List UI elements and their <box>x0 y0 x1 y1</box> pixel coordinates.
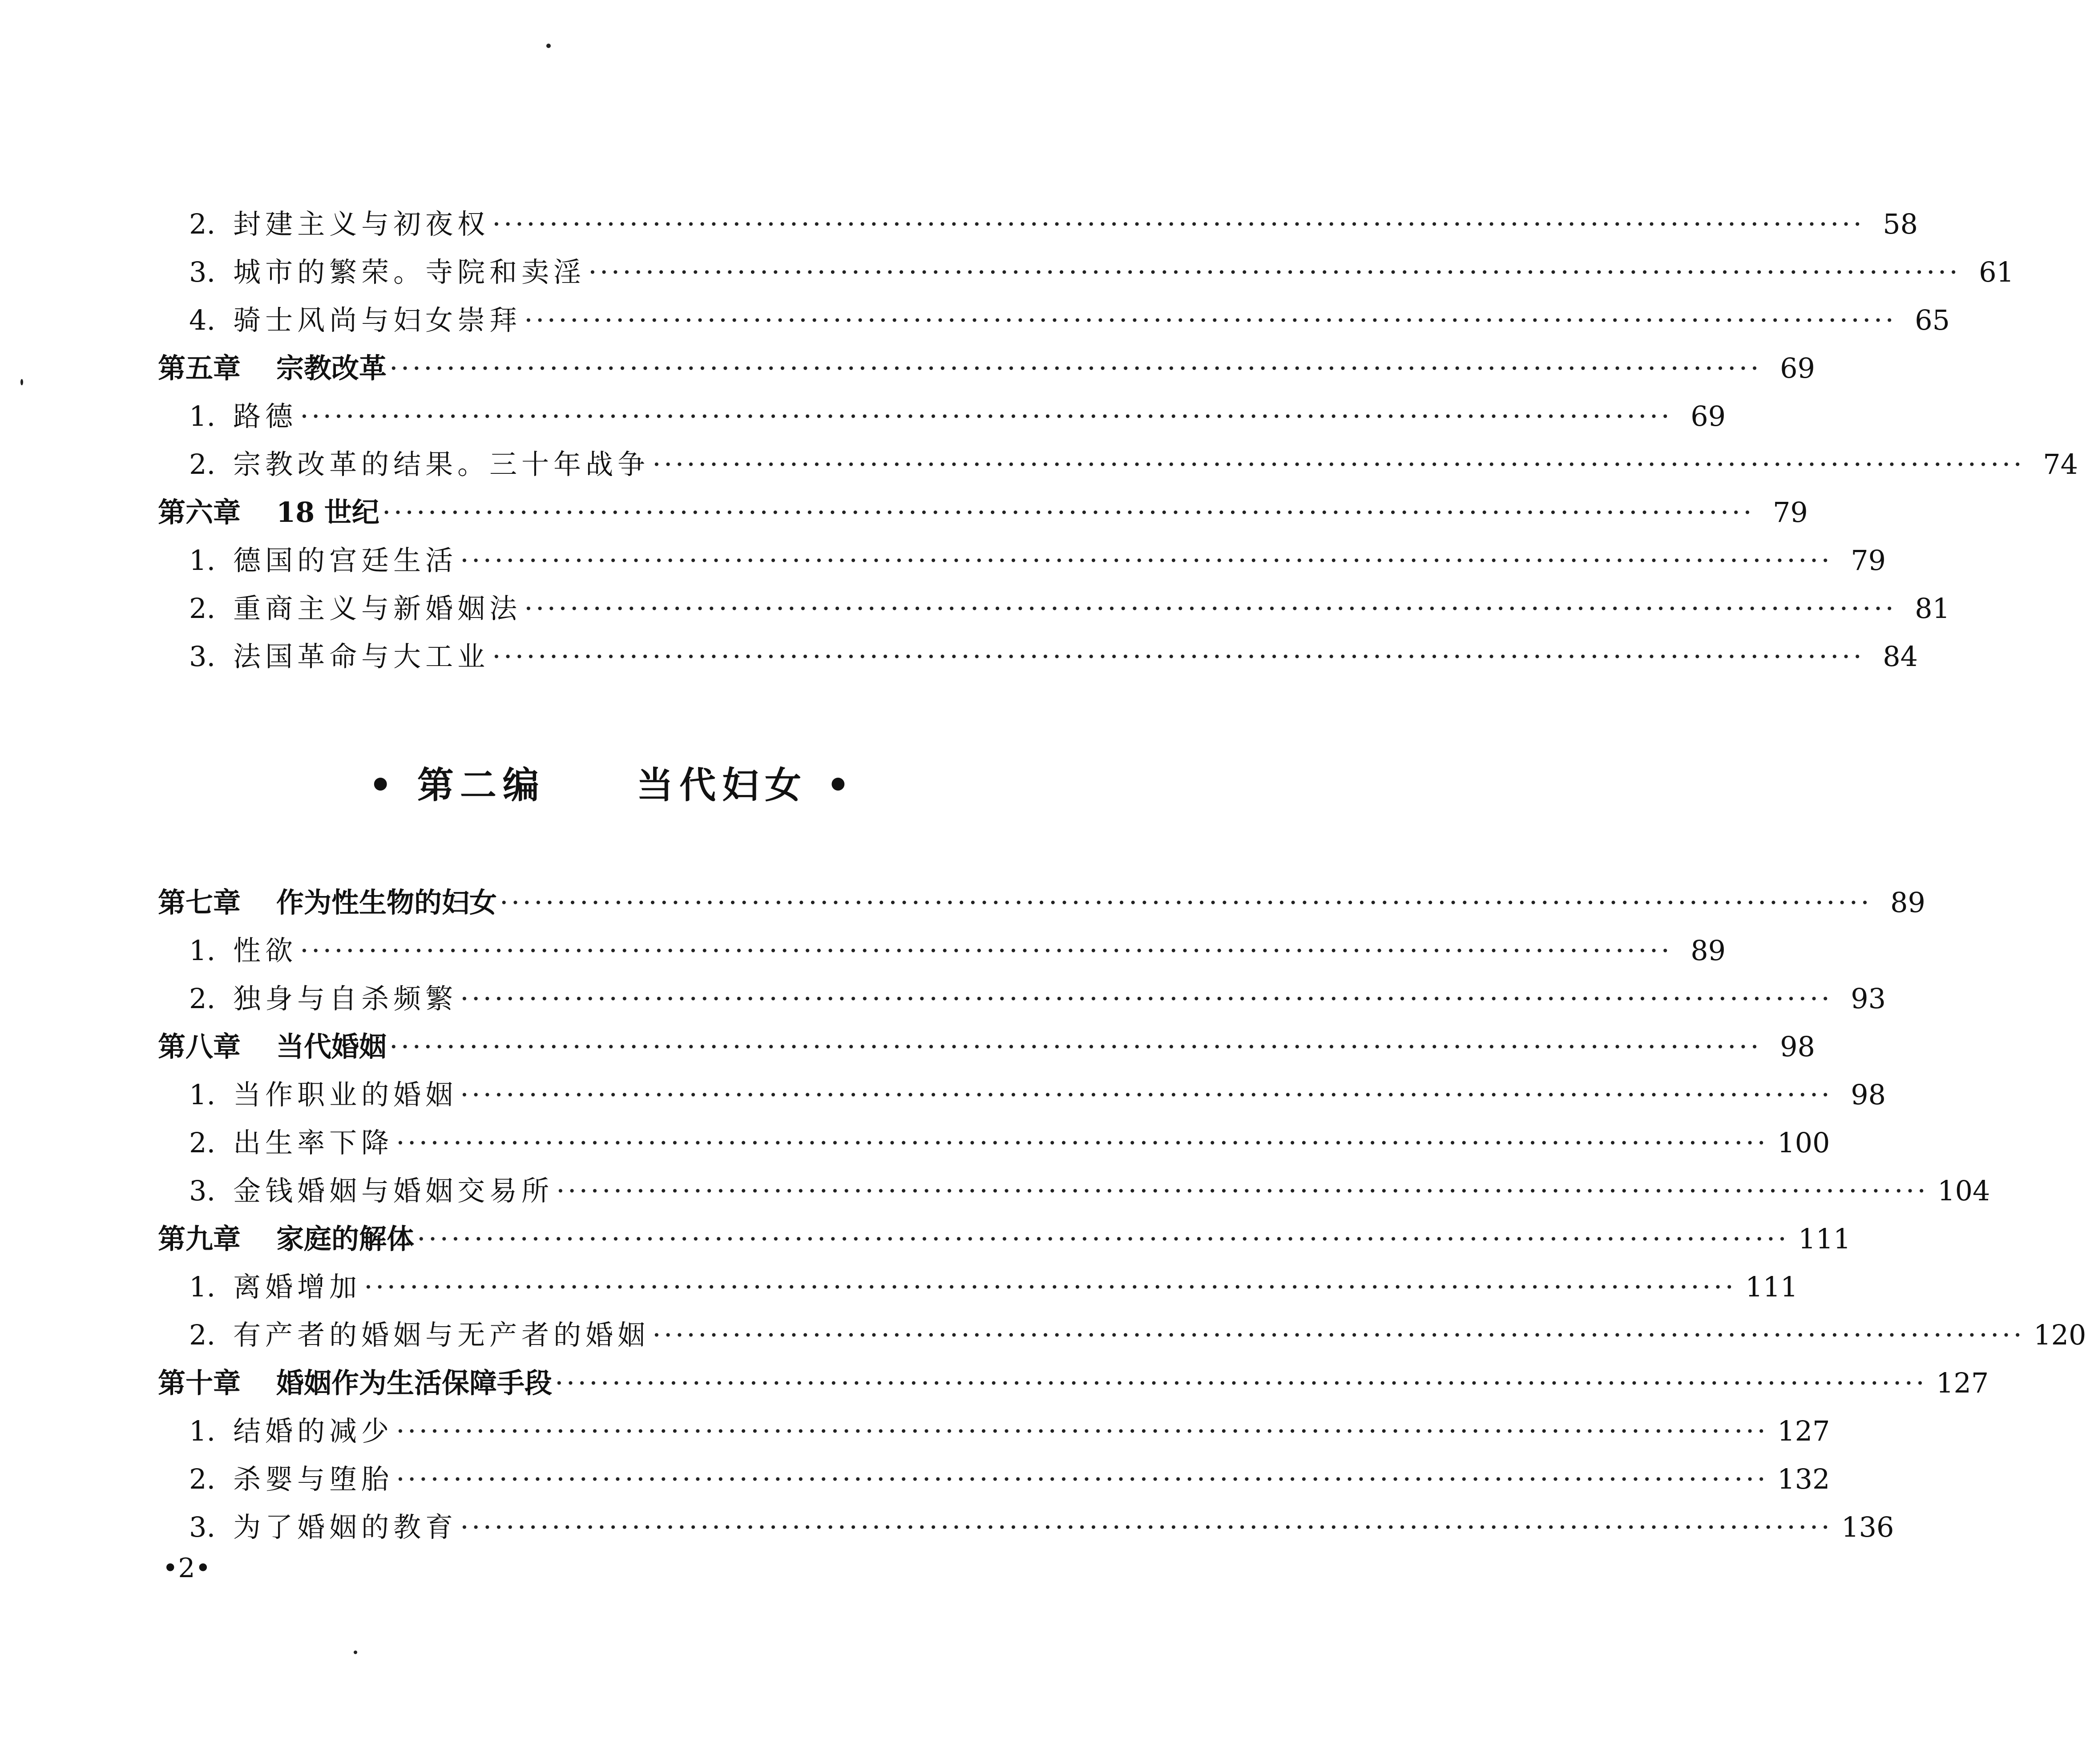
dot-leader: ························································································································ <box>300 934 1673 967</box>
section-title: 德国的宫廷生活 <box>233 544 458 577</box>
toc-part-2 <box>158 879 2086 1551</box>
dot-leader: ························································································································ <box>492 208 1865 240</box>
dot-leader: ························································································································ <box>389 1030 1762 1063</box>
dot-leader: ························································································································ <box>492 640 1865 673</box>
section-title: 法国革命与大工业 <box>233 640 490 673</box>
dot-leader: ························································································································ <box>556 1175 1929 1207</box>
toc-section-row <box>158 1263 1798 1311</box>
page-number: 132 <box>1777 1463 1830 1495</box>
chapter-label: 第五章 <box>158 352 241 384</box>
dot-leader: ························································································································ <box>588 256 1961 288</box>
toc-section-row <box>158 248 2014 296</box>
page-number: 69 <box>1691 400 1726 432</box>
section-title: 为了婚姻的教育 <box>233 1511 458 1543</box>
page-number: 89 <box>1890 886 1925 919</box>
section-title: 路德 <box>233 400 298 432</box>
dot-leader: ························································································································ <box>382 496 1755 529</box>
page-number: 104 <box>1937 1175 1990 1207</box>
chapter-label: 第九章 <box>158 1223 241 1255</box>
page-number: 127 <box>1777 1415 1830 1447</box>
chapter-title: 18 世纪 <box>276 496 379 529</box>
part-heading-bullet-right: • <box>826 764 856 807</box>
dot-leader: ························································································································ <box>417 1223 1789 1255</box>
toc-part-1-tail <box>158 200 2078 681</box>
dot-leader: ························································································································ <box>500 886 1872 919</box>
section-title: 金钱婚姻与婚姻交易所 <box>233 1175 554 1207</box>
page-number: 98 <box>1851 1078 1886 1111</box>
dot-leader: ························································································································ <box>652 448 2025 480</box>
toc-section-row <box>158 1455 1830 1503</box>
page-number: 61 <box>1979 256 2014 288</box>
dot-leader: ························································································································ <box>555 1367 1927 1399</box>
section-number: 3. <box>189 640 216 673</box>
section-number: 3. <box>189 256 216 288</box>
page-number: 65 <box>1915 304 1950 336</box>
page-number: 58 <box>1883 208 1918 240</box>
dot-leader: ························································································································ <box>524 592 1897 625</box>
dot-leader: ························································································································ <box>460 1078 1833 1111</box>
section-number: 2. <box>189 592 216 625</box>
dot-leader: ························································································································ <box>364 1271 1737 1303</box>
page-number: 100 <box>1777 1126 1830 1159</box>
page-number: 111 <box>1745 1271 1798 1303</box>
section-title: 离婚增加 <box>233 1271 362 1303</box>
page-number: 79 <box>1851 544 1886 577</box>
section-title: 出生率下降 <box>233 1126 394 1159</box>
toc-section-row <box>158 975 1886 1023</box>
chapter-label: 第七章 <box>158 886 241 919</box>
toc-chapter-row <box>158 344 1815 392</box>
section-title: 当作职业的婚姻 <box>233 1078 458 1111</box>
chapter-label: 第六章 <box>158 496 241 529</box>
section-number: 2. <box>189 448 216 480</box>
toc-section-row <box>158 296 1950 344</box>
dot-leader: ························································································································ <box>460 544 1833 577</box>
section-title: 性欲 <box>233 934 298 967</box>
dot-leader: ························································································································ <box>460 1511 1833 1543</box>
section-title: 宗教改革的结果。三十年战争 <box>233 448 650 480</box>
part-heading-title: 当代妇女 <box>637 764 808 807</box>
section-title: 杀婴与堕胎 <box>233 1463 394 1495</box>
toc-section-row <box>158 927 1726 975</box>
dot-leader: ························································································································ <box>389 352 1762 384</box>
page-number: 74 <box>2043 448 2078 480</box>
dot-leader: ························································································································ <box>300 400 1673 432</box>
section-number: 2. <box>189 1319 216 1351</box>
dot-leader: ························································································································ <box>652 1319 2025 1351</box>
section-number: 1. <box>189 1078 216 1111</box>
toc-chapter-row <box>158 488 1808 537</box>
section-title: 独身与自杀频繁 <box>233 982 458 1015</box>
page-number: 111 <box>1798 1223 1851 1255</box>
section-title: 城市的繁荣。寺院和卖淫 <box>233 256 586 288</box>
dot-leader: ························································································································ <box>524 304 1897 336</box>
page-number: 81 <box>1915 592 1950 625</box>
section-number: 2. <box>189 1126 216 1159</box>
chapter-title: 宗教改革 <box>276 352 387 384</box>
toc-section-row <box>158 1167 1990 1215</box>
toc-section-row <box>158 1071 1886 1119</box>
toc-section-row <box>158 1119 1830 1167</box>
footer-page-number: •2• <box>162 1553 211 1584</box>
chapter-label: 第十章 <box>158 1367 241 1399</box>
dot-leader: ························································································································ <box>396 1463 1769 1495</box>
page-number: 79 <box>1772 496 1808 529</box>
section-title: 重商主义与新婚姻法 <box>233 592 522 625</box>
page-number: 89 <box>1691 934 1726 967</box>
toc-section-row <box>158 200 1918 248</box>
page-number: 98 <box>1780 1030 1815 1063</box>
toc-section-row <box>158 633 1918 681</box>
chapter-title: 当代婚姻 <box>276 1030 387 1063</box>
section-number: 3. <box>189 1511 216 1543</box>
chapter-title: 婚姻作为生活保障手段 <box>276 1367 553 1399</box>
toc-chapter-row <box>158 879 1925 927</box>
toc-section-row <box>158 1503 1894 1551</box>
section-number: 3. <box>189 1175 216 1207</box>
section-title: 封建主义与初夜权 <box>233 208 490 240</box>
scan-speck <box>546 44 551 48</box>
section-number: 1. <box>189 1271 216 1303</box>
section-number: 4. <box>189 304 216 336</box>
dot-leader: ························································································································ <box>396 1126 1769 1159</box>
section-number: 1. <box>189 1415 216 1447</box>
section-number: 2. <box>189 982 216 1015</box>
chapter-title: 家庭的解体 <box>276 1223 415 1255</box>
chapter-title: 作为性生物的妇女 <box>276 886 497 919</box>
section-number: 1. <box>189 544 216 577</box>
section-number: 2. <box>189 208 216 240</box>
part-heading-label: 第二编 <box>417 764 545 807</box>
section-number: 1. <box>189 934 216 967</box>
toc-chapter-row <box>158 1359 1989 1407</box>
toc-section-row <box>158 537 1886 585</box>
toc-chapter-row <box>158 1215 1851 1263</box>
chapter-label: 第八章 <box>158 1030 241 1063</box>
section-number: 1. <box>189 400 216 432</box>
dot-leader: ························································································································ <box>396 1415 1769 1447</box>
part-heading <box>0 756 1225 808</box>
page-number: 93 <box>1851 982 1886 1015</box>
toc-section-row <box>158 392 1726 440</box>
page-number: 84 <box>1883 640 1918 673</box>
page-number: 127 <box>1936 1367 1989 1399</box>
toc-chapter-row <box>158 1023 1815 1071</box>
dot-leader: ························································································································ <box>460 982 1833 1015</box>
scan-speck <box>20 379 23 385</box>
page-number: 120 <box>2034 1319 2086 1351</box>
section-title: 有产者的婚姻与无产者的婚姻 <box>233 1319 650 1351</box>
section-number: 2. <box>189 1463 216 1495</box>
page-number: 69 <box>1780 352 1815 384</box>
page-number: 136 <box>1841 1511 1894 1543</box>
part-heading-bullet-left: • <box>368 764 399 807</box>
toc-section-row <box>158 1311 2086 1359</box>
section-title: 结婚的减少 <box>233 1415 394 1447</box>
toc-section-row <box>158 440 2078 488</box>
scan-speck <box>354 1651 357 1654</box>
toc-section-row <box>158 585 1950 633</box>
toc-section-row <box>158 1407 1830 1455</box>
section-title: 骑士风尚与妇女崇拜 <box>233 304 522 336</box>
